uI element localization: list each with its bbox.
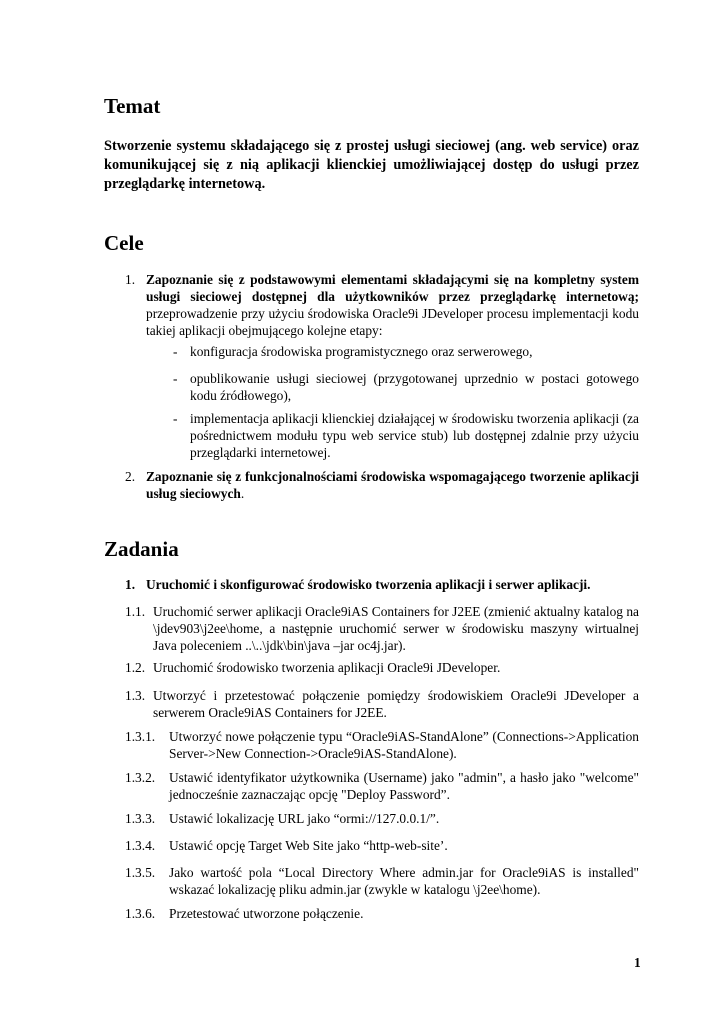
cele-subitem-3-dash: - <box>173 411 178 426</box>
cele-item-1-text: przeprowadzenie przy użyciu środowiska Oracle9i JDeveloper procesu implementacji kodu takiej aplikacji obejmującego kolejne etapy: <box>146 306 639 338</box>
zadania-item-1-3-6: Przetestować utworzone połączenie. <box>169 906 364 921</box>
page-number: 1 <box>634 955 641 970</box>
zadania-heading: Zadania <box>104 537 179 561</box>
temat-text: Stworzenie systemu składającego się z prostej usługi sieciowej (ang. web service) oraz komunikującej się z nią aplikacji klienckiej umożliwiającej dostęp do usługi przez przeglądarkę internetową. <box>104 138 639 192</box>
zadania-item-1-3-2-number: 1.3.2. <box>125 770 156 785</box>
zadania-item-1-1-number: 1.1. <box>125 604 146 619</box>
cele-item-2-text: . <box>240 486 245 501</box>
cele-item-2-bold: Zapoznanie się z funkcjonalnościami środowiska wspomagającego tworzenie aplikacji usług sieciowych <box>146 469 639 501</box>
zadania-item-1-3-3-number: 1.3.3. <box>125 811 156 826</box>
zadania-item-1-3: Utworzyć i przetestować połączenie pomiędzy środowiskiem Oracle9i JDeveloper a serwerem Oracle9iAS Containers for J2EE. <box>153 688 639 720</box>
cele-item-1-bold: Zapoznanie się z podstawowymi elementami składającymi się na kompletny system usługi sieciowej dostępnej dla użytkowników przez przeglądarkę internetową; <box>146 272 639 304</box>
zadania-item-1-3-6-number: 1.3.6. <box>125 906 156 921</box>
zadania-item-1-3-2: Ustawić identyfikator użytkownika (Username) jako "admin", a hasło jako "welcome" jednocześnie zaznaczając opcję "Deploy Password”. <box>169 770 639 802</box>
cele-subitem-2: opublikowanie usługi sieciowej (przygotowanej uprzednio w postaci gotowego kodu źródłowego), <box>190 371 639 403</box>
cele-subitem-3: implementacja aplikacji klienckiej działającej w środowisku tworzenia aplikacji (za pośrednictwem modułu typu web service stub) lub dostępnej zdalnie przy użyciu przeglądarki internetowej. <box>190 411 639 460</box>
zadania-item-1-2-number: 1.2. <box>125 660 146 675</box>
zadania-item-1-3-4-number: 1.3.4. <box>125 838 156 853</box>
zadania-task-1: Uruchomić i skonfigurować środowisko tworzenia aplikacji i serwer aplikacji. <box>146 577 591 592</box>
cele-item-1 <box>146 271 639 339</box>
zadania-item-1-3-1: Utworzyć nowe połączenie typu “Oracle9iAS-StandAlone” (Connections->Application Server->New Connection->Oracle9iAS-StandAlone). <box>169 729 639 761</box>
cele-subitem-1-dash: - <box>173 344 178 359</box>
zadania-item-1-3-5-number: 1.3.5. <box>125 865 156 880</box>
cele-heading: Cele <box>104 231 144 255</box>
cele-subitem-1: konfiguracja środowiska programistycznego oraz serwerowego, <box>190 344 533 359</box>
cele-item-1-number: 1. <box>125 272 136 287</box>
cele-subitem-2-dash: - <box>173 371 178 386</box>
cele-item-2-number: 2. <box>125 469 136 484</box>
zadania-item-1-3-5: Jako wartość pola “Local Directory Where admin.jar for Oracle9iAS is installed" wskazać lokalizację pliku admin.jar (zwykle w katalogu \j2ee\home). <box>169 865 639 897</box>
temat-heading: Temat <box>104 94 161 118</box>
zadania-item-1-1: Uruchomić serwer aplikacji Oracle9iAS Containers for J2EE (zmienić aktualny katalog na \jdev903\j2ee\home, a następnie uruchomić serwer w środowisku maszyny wirtualnej Java poleceniem ..\..\jdk\bin\java –jar oc4j.jar). <box>153 604 639 653</box>
zadania-task-1-number: 1. <box>125 577 136 592</box>
zadania-item-1-3-4: Ustawić opcję Target Web Site jako “http-web-site’. <box>169 838 448 853</box>
zadania-item-1-3-1-number: 1.3.1. <box>125 729 156 744</box>
zadania-item-1-3-3: Ustawić lokalizację URL jako “ormi://127.0.0.1/”. <box>169 811 440 826</box>
zadania-item-1-3-number: 1.3. <box>125 688 146 703</box>
cele-item-2 <box>146 468 639 502</box>
zadania-item-1-2: Uruchomić środowisko tworzenia aplikacji Oracle9i JDeveloper. <box>153 660 501 675</box>
